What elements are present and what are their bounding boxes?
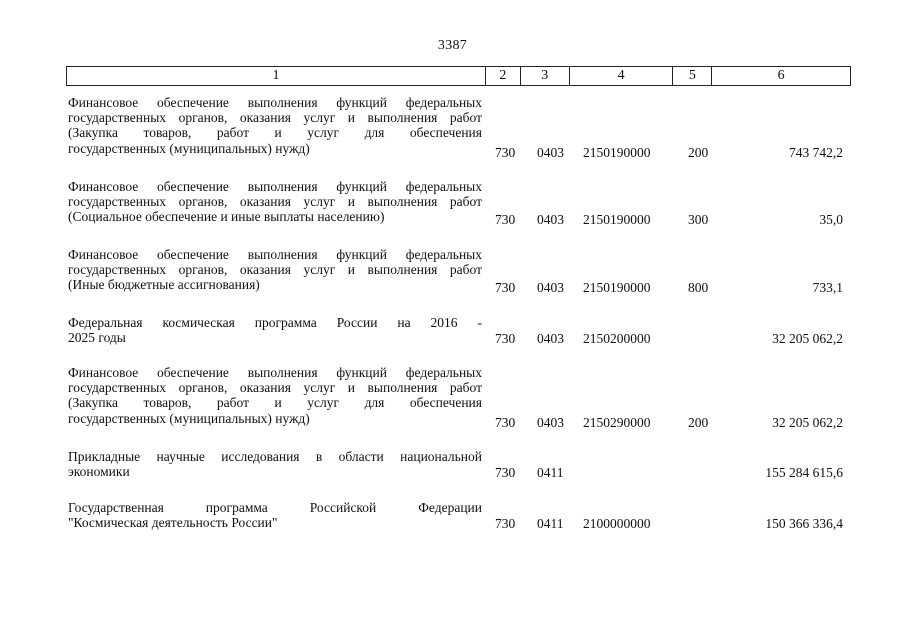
col-4-value: 2150290000	[583, 415, 651, 430]
desc-line: государственных органов, оказания услуг и выполнения работ	[68, 110, 482, 126]
desc-line: "Космическая деятельность России"	[68, 515, 278, 531]
desc-line: 2025 годы	[68, 330, 126, 346]
row-description	[68, 179, 482, 225]
desc-line: государственных органов, оказания услуг и выполнения работ	[68, 262, 482, 278]
desc-line: Финансовое обеспечение выполнения функций федеральных	[68, 365, 482, 380]
desc-line: Финансовое обеспечение выполнения функций федеральных	[68, 247, 482, 262]
col-6-amount: 743 742,2	[789, 145, 843, 160]
header-col-5: 5	[672, 67, 711, 85]
col-4-value: 2150190000	[583, 212, 651, 227]
desc-line: Федеральная космическая программа России на 2016 -	[68, 315, 482, 330]
col-3-value: 0411	[537, 516, 564, 531]
col-5-value: 800	[688, 280, 709, 295]
desc-line: государственных органов, оказания услуг и выполнения работ	[68, 380, 482, 396]
col-2-value: 730	[495, 516, 516, 531]
col-3-value: 0403	[537, 145, 564, 160]
desc-line: (Закупка товаров, работ и услуг для обеспечения	[68, 125, 482, 141]
col-6-amount: 35,0	[819, 212, 843, 227]
desc-line: государственных органов, оказания услуг и выполнения работ	[68, 194, 482, 210]
row-description	[68, 95, 482, 156]
col-6-amount: 155 284 615,6	[765, 465, 843, 480]
col-6-amount: 32 205 062,2	[772, 331, 843, 346]
col-2-value: 730	[495, 145, 516, 160]
header-col-2: 2	[485, 67, 520, 85]
col-5-value: 200	[688, 145, 709, 160]
col-2-value: 730	[495, 331, 516, 346]
col-5-value: 200	[688, 415, 709, 430]
desc-line: Финансовое обеспечение выполнения функций федеральных	[68, 179, 482, 194]
header-col-6: 6	[711, 67, 850, 85]
col-3-value: 0411	[537, 465, 564, 480]
row-description	[68, 500, 482, 530]
col-2-value: 730	[495, 415, 516, 430]
desc-line: (Иные бюджетные ассигнования)	[68, 277, 260, 293]
col-3-value: 0403	[537, 331, 564, 346]
col-4-value: 2150190000	[583, 280, 651, 295]
desc-line: экономики	[68, 464, 130, 480]
col-4-value: 2150200000	[583, 331, 651, 346]
col-2-value: 730	[495, 280, 516, 295]
header-col-4: 4	[569, 67, 673, 85]
col-4-value: 2150190000	[583, 145, 651, 160]
col-6-amount: 32 205 062,2	[772, 415, 843, 430]
col-3-value: 0403	[537, 212, 564, 227]
row-description	[68, 315, 482, 345]
desc-line: Финансовое обеспечение выполнения функций федеральных	[68, 95, 482, 110]
desc-line: (Закупка товаров, работ и услуг для обеспечения	[68, 395, 482, 411]
col-6-amount: 733,1	[812, 280, 843, 295]
desc-line: государственных (муниципальных) нужд)	[68, 410, 310, 426]
desc-line: государственных (муниципальных) нужд)	[68, 140, 310, 156]
table-header-row	[66, 66, 851, 86]
header-col-1: 1	[272, 68, 280, 83]
col-2-value: 730	[495, 465, 516, 480]
header-col-3: 3	[520, 67, 569, 85]
row-description	[68, 449, 482, 479]
desc-line: Прикладные научные исследования в области национальной	[68, 449, 482, 464]
col-5-value: 300	[688, 212, 709, 227]
col-2-value: 730	[495, 212, 516, 227]
col-4-value: 2100000000	[583, 516, 651, 531]
col-3-value: 0403	[537, 280, 564, 295]
row-description	[68, 247, 482, 293]
col-3-value: 0403	[537, 415, 564, 430]
desc-line: (Социальное обеспечение и иные выплаты населению)	[68, 209, 385, 225]
row-description	[68, 365, 482, 426]
desc-line: Государственная программа Российской Федерации	[68, 500, 482, 515]
page-number: 3387	[437, 38, 468, 53]
col-6-amount: 150 366 336,4	[765, 516, 843, 531]
